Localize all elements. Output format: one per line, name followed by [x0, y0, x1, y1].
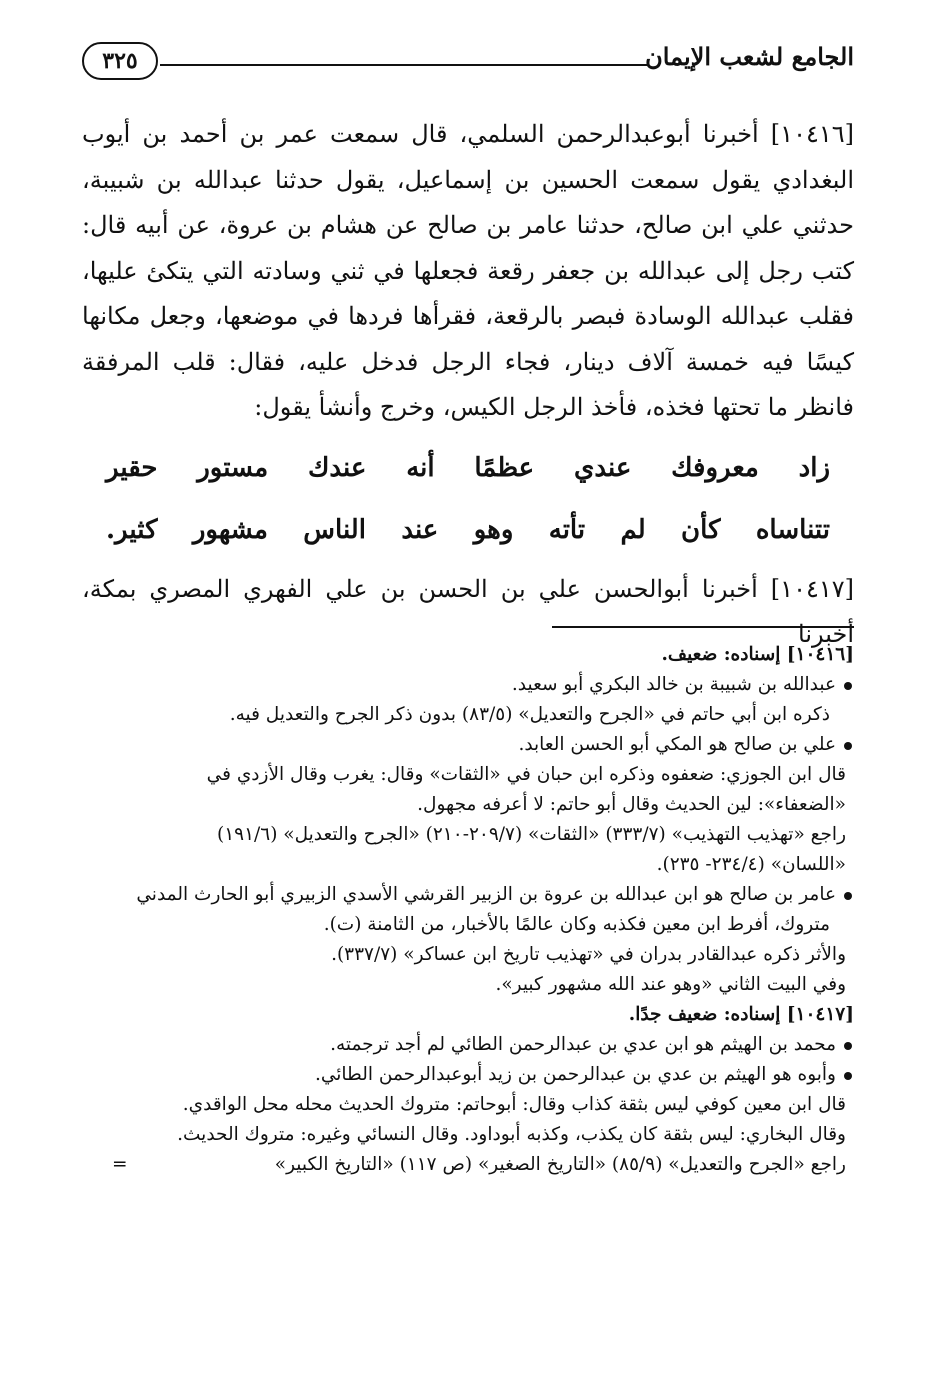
footnote-line: «الضعفاء»: لين الحديث وقال أبو حاتم: لا أعرفه مجهول.	[417, 794, 846, 815]
footnote-line: راجع «تهذيب التهذيب» (٣٣٣/٧) «الثقات» (٢٠٩/٧-٢١٠) «الجرح والتعديل» (١٩١/٦)	[217, 824, 846, 845]
poem	[82, 437, 854, 561]
poem-line-1: زاد معروفك عندي عظمًا أنه عندك مستور حقير	[106, 452, 830, 483]
footnote-bullet: عامر بن صالح هو ابن عبدالله بن عروة بن الزبير القرشي الأسدي الزبيري أبو الحارث المدني	[82, 880, 854, 910]
footnote-line-continued	[82, 1150, 854, 1180]
main-text	[82, 112, 854, 658]
header-title: الجامع لشعب الإيمان	[645, 42, 854, 71]
footnote-10416-head: [١٠٤١٦] إسناده: ضعيف.	[661, 644, 854, 665]
footnote-line: «اللسان» (٢٣٤/٤- ٢٣٥).	[656, 854, 846, 875]
footnote-line: قال ابن الجوزي: ضعفوه وذكره ابن حبان في «الثقات» وقال: يغرب وقال الأزدي في	[206, 764, 846, 785]
footnote-line: وقال البخاري: ليس بثقة كان يكذب، وكذبه أبوداود. وقال النسائي وغيره: متروك الحديث.	[177, 1124, 846, 1145]
hadith-10416: [١٠٤١٦] أخبرنا أبوعبدالرحمن السلمي، قال سمعت عمر بن أحمد بن أيوب البغدادي يقول سمعت الحسين بن إسماعيل، يقول حدثنا عبدالله بن شبيبة، حدثني علي ابن صالح، حدثنا عامر بن صالح عن هشام بن عروة، عن أبيه قال: كتب رجل إلى عبدالله بن جعفر رقعة فجعلها في ثني وسادته التي يتكئ عليها، فقلب عبدالله الوسادة فبصر بالرقعة، فقرأها فردها في موضعها، وجعل مكانها كيسًا فيه خمسة آلاف دينار، فجاء الرجل فدخل عليه، فقال: قلب المرفقة فانظر ما تحتها فخذه، فأخذ الرجل الكيس، وخرج وأنشأ يقول:	[82, 120, 855, 421]
footnote-bullet: عبدالله بن شبيبة بن خالد البكري أبو سعيد.	[82, 670, 854, 700]
footnote-10417-head: [١٠٤١٧] إسناده: ضعيف جدًا.	[628, 1004, 854, 1025]
footnote-separator	[552, 626, 854, 628]
footnote-line: ذكره ابن أبي حاتم في «الجرح والتعديل» (٨٣/٥) بدون ذكر الجرح والتعديل فيه.	[229, 704, 830, 725]
footnote-line: وفي البيت الثاني «وهو عند الله مشهور كبير».	[495, 974, 846, 995]
footnote-bullet: وأبوه هو الهيثم بن عدي بن عبدالرحمن بن زيد أبوعبدالرحمن الطائي.	[82, 1060, 854, 1090]
continuation-mark: =	[112, 1154, 128, 1175]
footnotes	[82, 640, 854, 1180]
hadith-10417: [١٠٤١٧] أخبرنا أبوالحسن علي بن الحسن بن علي الفهري المصري بمكة، أخبرنا	[82, 574, 854, 648]
footnote-bullet: محمد بن الهيثم هو ابن عدي بن عبدالرحمن الطائي لم أجد ترجمته.	[82, 1030, 854, 1060]
footnote-bullet: علي بن صالح هو المكي أبو الحسن العابد.	[82, 730, 854, 760]
header-rule	[160, 64, 649, 66]
running-header	[82, 40, 854, 84]
footnote-line: متروك، أفرط ابن معين فكذبه وكان عالمًا بالأخبار، من الثامنة (ت).	[323, 914, 830, 935]
footnote-line: قال ابن معين كوفي ليس بثقة كذاب وقال: أبوحاتم: متروك الحديث محله محل الواقدي.	[182, 1094, 846, 1115]
footnote-line: والأثر ذكره عبدالقادر بدران في «تهذيب تاريخ ابن عساكر» (٣٣٧/٧).	[331, 944, 846, 965]
page-number: ٣٢٥	[82, 42, 158, 80]
footnote-line: راجع «الجرح والتعديل» (٨٥/٩) «التاريخ الصغير» (ص ١١٧) «التاريخ الكبير»	[274, 1154, 846, 1175]
poem-line-2: تتناساه كأن لم تأته وهو عند الناس مشهور كثير.	[106, 514, 830, 545]
